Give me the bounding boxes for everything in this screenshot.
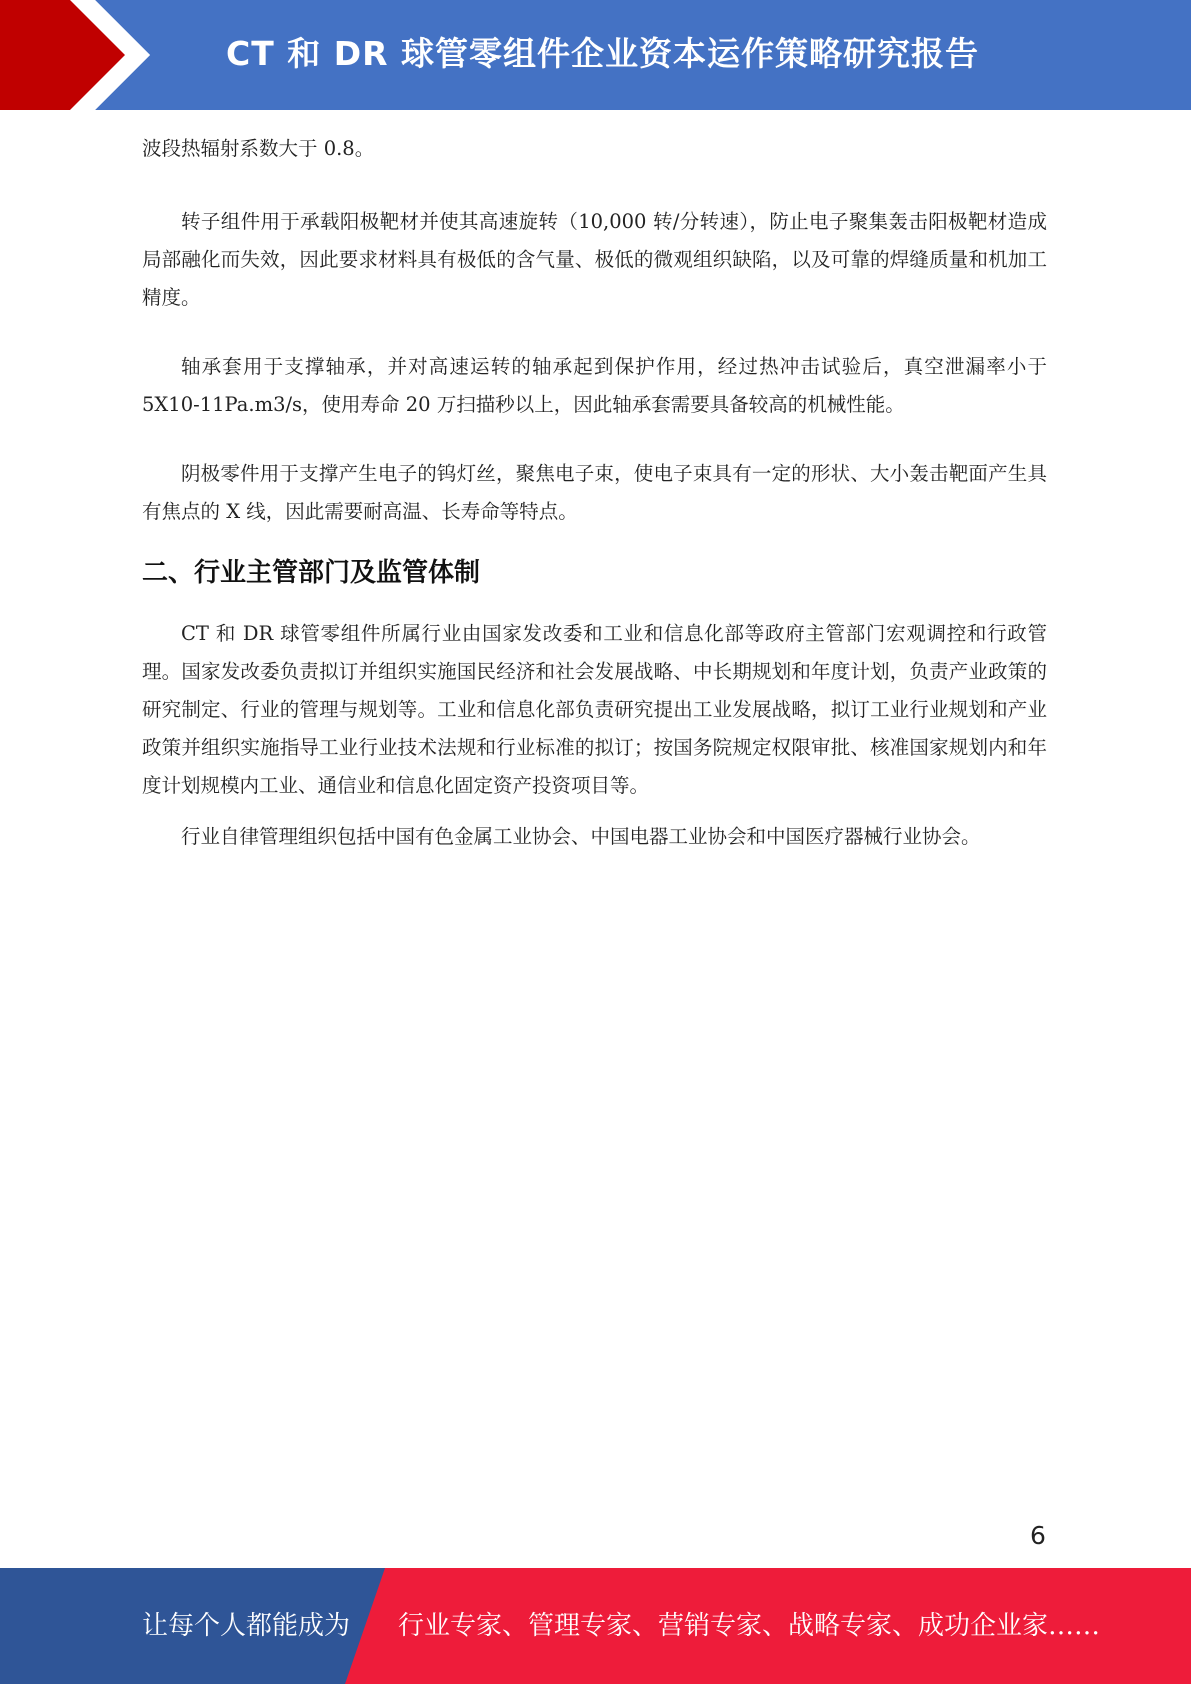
paragraph-cathode-parts: 阴极零件用于支撑产生电子的钨灯丝，聚焦电子束，使电子束具有一定的形状、大小轰击靶面产生具有焦点的 X 线，因此需要耐高温、长寿命等特点。 xyxy=(142,462,1047,523)
page-header xyxy=(0,0,1191,110)
page-footer xyxy=(0,1568,1191,1684)
paragraph-self-regulatory-orgs: 行业自律管理组织包括中国有色金属工业协会、中国电器工业协会和中国医疗器械行业协会。 xyxy=(181,825,981,848)
paragraph-rotor-assembly: 转子组件用于承载阳极靶材并使其高速旋转（10,000 转/分转速），防止电子聚集轰击阳极靶材造成局部融化而失效，因此要求材料具有极低的含气量、极低的微观组织缺陷，以及可靠的焊缝质量和机加工精度。 xyxy=(142,210,1047,309)
header-red-chevron xyxy=(0,0,150,110)
paragraph-continuation: 波段热辐射系数大于 0.8。 xyxy=(142,137,375,160)
section-heading: 二、行业主管部门及监管体制 xyxy=(142,558,481,588)
footer-slogan-right: 行业专家、管理专家、营销专家、战略专家、成功企业家…… xyxy=(398,1611,1101,1641)
page-number: 6 xyxy=(1030,1521,1046,1550)
document-body xyxy=(142,130,1047,856)
footer-slogan-left: 让每个人都能成为 xyxy=(142,1611,351,1641)
report-title: CT 和 DR 球管零组件企业资本运作策略研究报告 xyxy=(226,34,979,73)
paragraph-regulators: CT 和 DR 球管零组件所属行业由国家发改委和工业和信息化部等政府主管部门宏观调控和行政管理。国家发改委负责拟订并组织实施国民经济和社会发展战略、中长期规划和年度计划，负责产业政策的研究制定、行业的管理与规划等。工业和信息化部负责研究提出工业发展战略，拟订工业行业规划和产业政策并组织实施指导工业行业技术法规和行业标准的拟订；按国务院规定权限审批、核准国家规划内和年度计划规模内工业、通信业和信息化固定资产投资项目等。 xyxy=(142,622,1047,797)
paragraph-bearing-sleeve: 轴承套用于支撑轴承，并对高速运转的轴承起到保护作用，经过热冲击试验后，真空泄漏率小于 5X10-11Pa.m3/s，使用寿命 20 万扫描秒以上，因此轴承套需要具备较高的机械性能。 xyxy=(142,355,1047,416)
